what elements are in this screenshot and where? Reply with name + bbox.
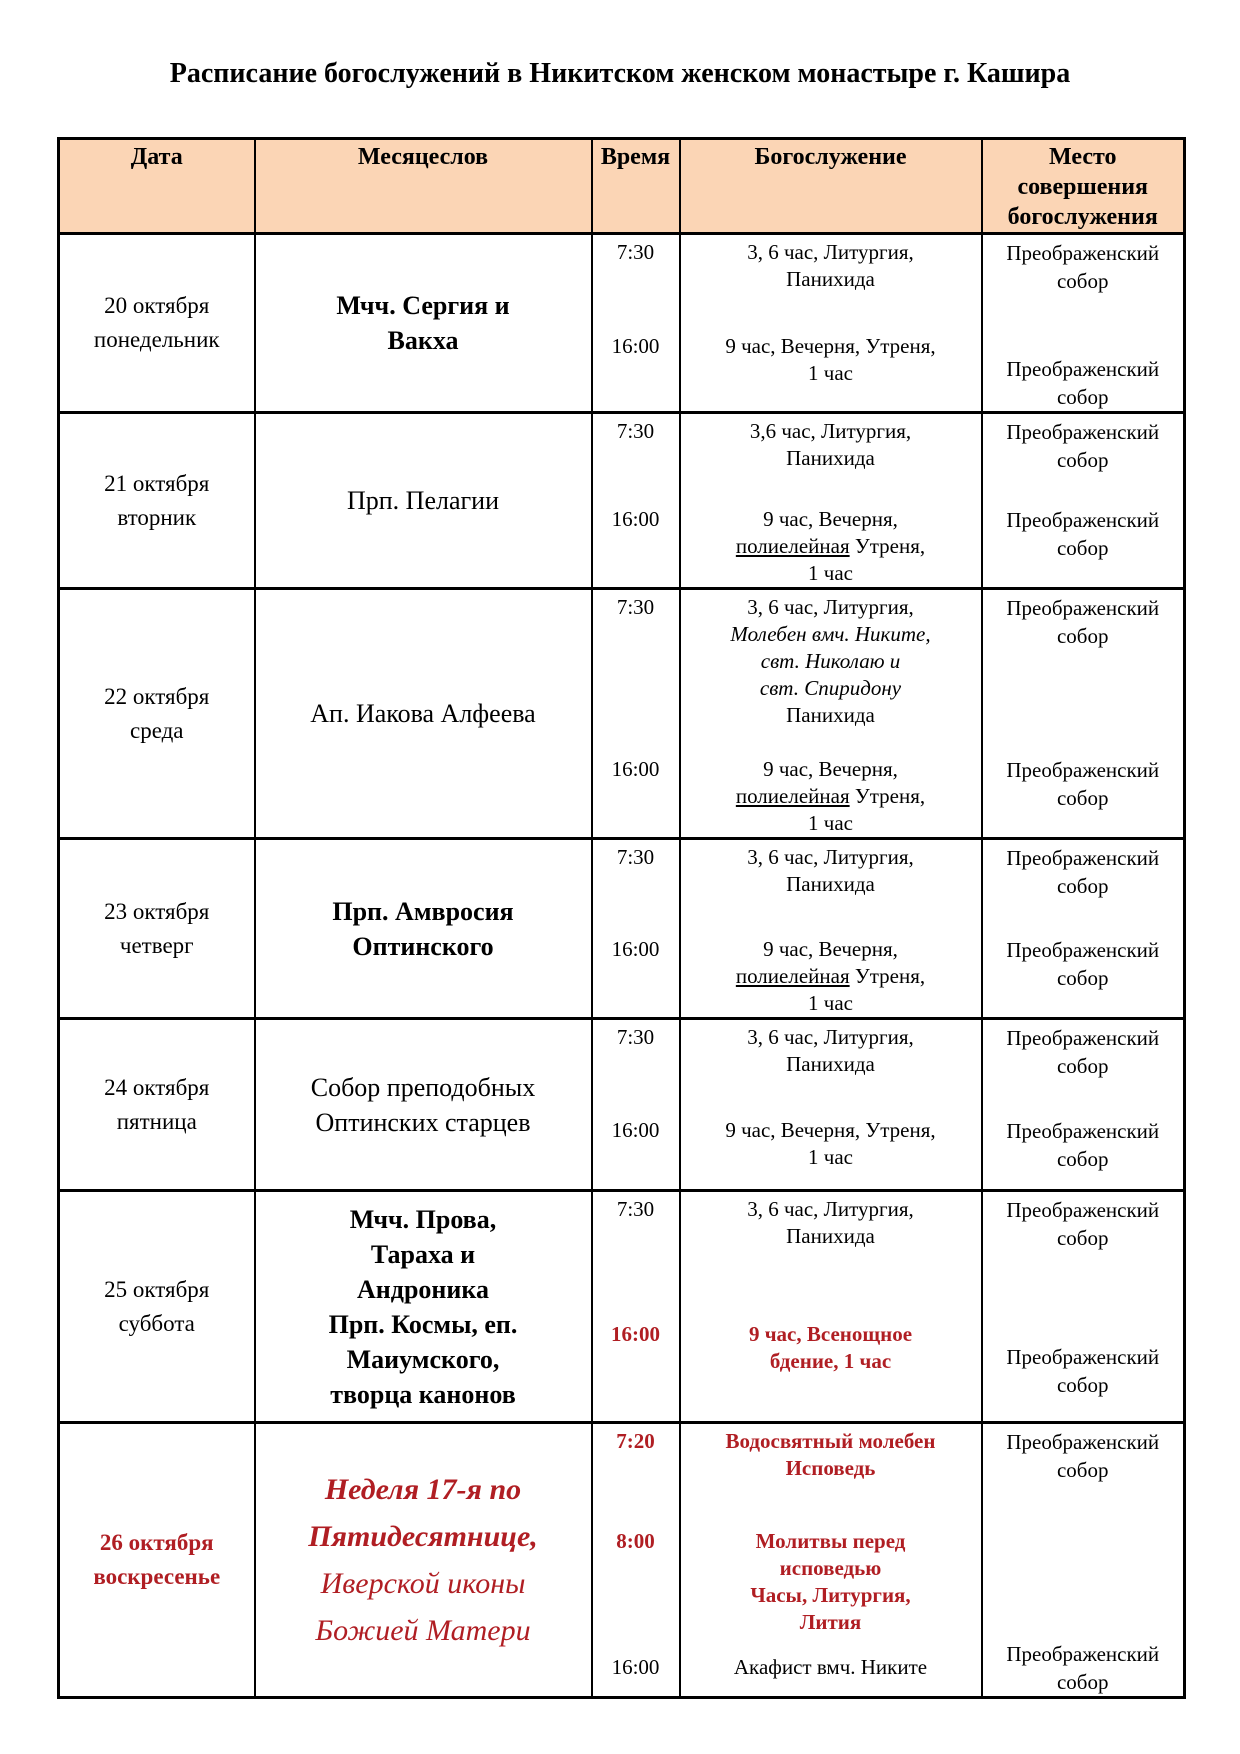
service-line-rest: Утреня,: [849, 784, 926, 808]
service-line: Панихида: [786, 872, 875, 896]
place-value: Преображенский собор: [1006, 596, 1160, 648]
menologion-line: Прп. Пелагии: [346, 486, 499, 515]
time-value: 16:00: [611, 334, 660, 358]
service-line: исповедью: [779, 1556, 882, 1580]
place-value: Преображенский собор: [1006, 1642, 1160, 1694]
date-text: 25 октября: [104, 1276, 210, 1302]
service-line: Акафист вмч. Никите: [733, 1655, 928, 1679]
date-cell: [59, 839, 255, 1019]
service-block: [681, 1192, 981, 1317]
place-cell: [982, 413, 1185, 589]
menologion-line: Мчч. Прова,: [349, 1204, 497, 1234]
service-line: Лития: [799, 1610, 862, 1634]
place-value: Преображенский собор: [1006, 1198, 1160, 1250]
header-cell-service: Богослужение: [680, 139, 982, 234]
menologion-line: Тараха и: [370, 1239, 476, 1269]
date-text: 21 октября: [104, 470, 210, 496]
time-value: 16:00: [611, 1322, 660, 1346]
date-text: 20 октября: [104, 293, 210, 318]
service-block: [681, 235, 981, 329]
service-line: 3, 6 час, Литургия,: [747, 1197, 914, 1221]
date-cell: [59, 589, 255, 839]
menologion-line: Иверской иконы: [320, 1567, 526, 1600]
time-cell: [592, 234, 680, 413]
time-value: 7:30: [616, 419, 655, 443]
service-line: бдение, 1 час: [769, 1349, 892, 1373]
service-cell: [680, 589, 982, 839]
weekday-text: вторник: [117, 504, 197, 530]
header-cell-time: Время: [592, 139, 680, 234]
place-value: Преображенский собор: [1006, 938, 1160, 990]
service-block: [681, 590, 981, 752]
menologion-cell: [255, 1019, 592, 1191]
service-line: 3, 6 час, Литургия,: [747, 845, 914, 869]
time-value: 16:00: [611, 937, 660, 961]
place-cell: [982, 1191, 1185, 1423]
menologion-line: Вакха: [387, 326, 459, 355]
menologion-cell: [255, 839, 592, 1019]
service-cell: [680, 1019, 982, 1191]
service-line: 3, 6 час, Литургия,: [747, 1025, 914, 1049]
service-line: 1 час: [808, 991, 853, 1015]
place-cell: [982, 234, 1185, 413]
date-text: 23 октября: [104, 898, 210, 924]
time-cell: [592, 1019, 680, 1191]
service-line: 3, 6 час, Литургия,: [747, 595, 914, 619]
place-value: Преображенский собор: [1006, 1026, 1160, 1078]
menologion-line: Оптинского: [352, 931, 494, 961]
service-line: Водосвятный молебен: [725, 1429, 936, 1453]
service-line: 9 час, Вечерня, Утреня,: [725, 334, 936, 358]
header-cell-menologion: Месяцеслов: [255, 139, 592, 234]
service-line: 9 час, Вечерня,: [763, 757, 898, 781]
service-line: Панихида: [786, 703, 875, 727]
menologion-cell: [255, 589, 592, 839]
service-cell: [680, 1423, 982, 1698]
time-cell: [592, 1191, 680, 1423]
time-cell: [592, 839, 680, 1019]
service-block: [681, 414, 981, 502]
menologion-line: Божией Матери: [315, 1614, 531, 1647]
service-line-rest: Утреня,: [849, 534, 926, 558]
service-line: свт. Николаю и: [760, 649, 901, 673]
service-line: Молитвы перед: [755, 1529, 906, 1553]
time-value: 8:00: [616, 1529, 655, 1553]
place-value: Преображенский собор: [1006, 1430, 1160, 1482]
service-block: [681, 1524, 981, 1650]
service-line: 3, 6 час, Литургия,: [747, 240, 914, 264]
date-cell: [59, 413, 255, 589]
time-value: 7:30: [616, 1025, 655, 1049]
menologion-line: Ап. Иакова Алфеева: [310, 699, 536, 728]
service-block: [681, 1317, 981, 1375]
weekday-text: суббота: [118, 1310, 195, 1336]
place-cell: [982, 839, 1185, 1019]
place-cell: [982, 1019, 1185, 1191]
service-cell: [680, 1191, 982, 1423]
table-row: [59, 1423, 1185, 1698]
menologion-line: Андроника: [357, 1274, 489, 1304]
service-block: [681, 1020, 981, 1113]
service-block: [681, 1113, 981, 1171]
service-line: 1 час: [808, 1145, 853, 1169]
schedule-table: [57, 137, 1186, 1699]
date-cell: [59, 1191, 255, 1423]
time-value: 7:30: [616, 1197, 655, 1221]
place-value: Преображенский собор: [1006, 758, 1160, 810]
place-value: Преображенский собор: [1006, 357, 1160, 409]
date-cell: [59, 234, 255, 413]
service-line: свт. Спиридону: [759, 676, 902, 700]
place-cell: [982, 1423, 1185, 1698]
underlined-word: полиелейная: [735, 964, 850, 988]
service-line: Часы, Литургия,: [750, 1583, 911, 1607]
table-row: [59, 413, 1185, 589]
service-line: Молебен вмч. Никите,: [730, 622, 931, 646]
service-line: Панихида: [786, 1052, 875, 1076]
place-value: Преображенский собор: [1006, 420, 1160, 472]
time-value: 16:00: [611, 507, 660, 531]
header-row: [59, 139, 1185, 234]
service-line: 9 час, Всенощное: [748, 1322, 913, 1346]
menologion-line: Собор преподобных: [310, 1072, 536, 1102]
menologion-cell: [255, 234, 592, 413]
menologion-cell: [255, 1191, 592, 1423]
header-cell-place: Место совершения богослужения: [982, 139, 1185, 234]
service-line: Панихида: [786, 446, 875, 470]
place-cell: [982, 589, 1185, 839]
service-line-rest: Утреня,: [849, 964, 926, 988]
service-cell: [680, 839, 982, 1019]
time-value: 7:30: [616, 595, 655, 619]
place-value: Преображенский собор: [1006, 241, 1160, 293]
service-block: [681, 502, 981, 587]
time-cell: [592, 1423, 680, 1698]
service-line: 1 час: [808, 361, 853, 385]
underlined-word: полиелейная: [735, 534, 850, 558]
service-block: [681, 329, 981, 387]
service-block: [681, 1424, 981, 1524]
service-line: [681, 963, 981, 990]
service-block: [681, 752, 981, 837]
menologion-line: творца канонов: [330, 1379, 516, 1409]
time-value: 7:30: [616, 240, 655, 264]
service-line: Панихида: [786, 267, 875, 291]
service-line: [681, 533, 981, 560]
underlined-word: полиелейная: [735, 784, 850, 808]
service-line: Панихида: [786, 1224, 875, 1248]
table-row: [59, 1191, 1185, 1423]
service-line: 9 час, Вечерня, Утреня,: [725, 1118, 936, 1142]
service-line: 9 час, Вечерня,: [763, 937, 898, 961]
menologion-line: Прп. Амвросия: [332, 896, 514, 926]
table-row: [59, 589, 1185, 839]
weekday-text: понедельник: [93, 327, 220, 352]
service-line: 9 час, Вечерня,: [763, 507, 898, 531]
date-cell: [59, 1019, 255, 1191]
time-value: 16:00: [611, 1655, 660, 1679]
service-block: [681, 1650, 981, 1681]
table-row: [59, 234, 1185, 413]
date-cell: [59, 1423, 255, 1698]
service-block: [681, 932, 981, 1017]
service-cell: [680, 234, 982, 413]
date-text: 26 октября: [99, 1530, 214, 1555]
weekday-text: среда: [129, 717, 184, 743]
place-spacer: [983, 1524, 1184, 1636]
weekday-text: пятница: [116, 1108, 197, 1134]
service-block: [681, 840, 981, 932]
menologion-line: Неделя 17-я по: [324, 1473, 522, 1506]
menologion-cell: [255, 1423, 592, 1698]
service-line: 1 час: [808, 811, 853, 835]
menologion-line: Прп. Космы, еп.: [328, 1309, 518, 1339]
time-value: 16:00: [611, 1118, 660, 1142]
time-value: 16:00: [611, 757, 660, 781]
service-cell: [680, 413, 982, 589]
time-value: 7:30: [616, 845, 655, 869]
menologion-line: Пятидесятнице,: [308, 1520, 538, 1553]
menologion-line: Оптинских старцев: [315, 1107, 531, 1137]
page-title: Расписание богослужений в Никитском женском монастыре г. Кашира: [169, 58, 1071, 89]
place-value: Преображенский собор: [1006, 508, 1160, 560]
table-row: [59, 839, 1185, 1019]
service-line: Исповедь: [785, 1456, 876, 1480]
header-cell-date: Дата: [59, 139, 255, 234]
date-text: 22 октября: [104, 683, 210, 709]
time-value: 7:20: [616, 1429, 655, 1453]
menologion-line: Мчч. Сергия и: [336, 291, 510, 320]
place-value: Преображенский собор: [1006, 846, 1160, 898]
date-text: 24 октября: [104, 1074, 210, 1100]
weekday-text: четверг: [119, 932, 194, 958]
place-value: Преображенский собор: [1006, 1345, 1160, 1397]
time-cell: [592, 589, 680, 839]
place-value: Преображенский собор: [1006, 1119, 1160, 1171]
service-line: 3,6 час, Литургия,: [749, 419, 912, 443]
table-row: [59, 1019, 1185, 1191]
menologion-cell: [255, 413, 592, 589]
service-line: 1 час: [808, 561, 853, 585]
time-cell: [592, 413, 680, 589]
weekday-text: воскресенье: [93, 1564, 221, 1589]
menologion-line: Маиумского,: [346, 1344, 500, 1374]
service-line: [681, 783, 981, 810]
